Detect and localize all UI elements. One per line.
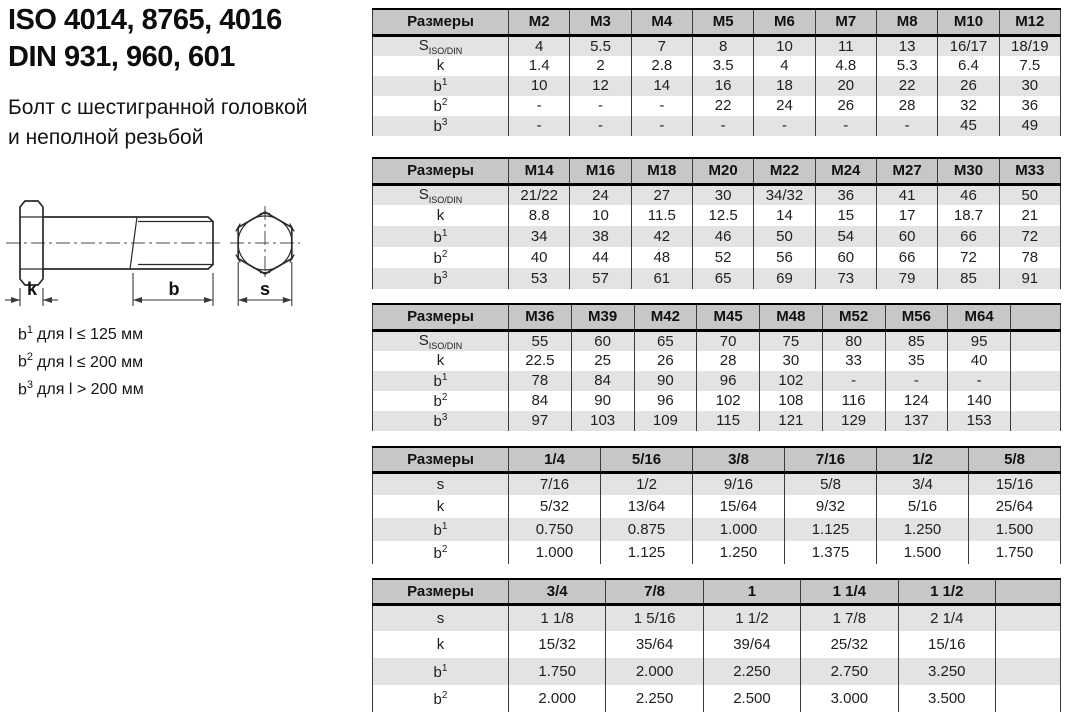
value-cell: 53 bbox=[509, 268, 570, 289]
value-cell: 8 bbox=[692, 35, 753, 56]
value-cell: 36 bbox=[815, 184, 876, 205]
column-header: 3/8 bbox=[693, 447, 785, 472]
value-cell: 24 bbox=[570, 184, 631, 205]
value-cell: 2.250 bbox=[606, 685, 703, 712]
value-cell: 14 bbox=[631, 76, 692, 96]
value-cell: 52 bbox=[692, 247, 753, 268]
value-cell: 102 bbox=[760, 371, 823, 391]
value-cell: - bbox=[570, 116, 631, 136]
value-cell: 24 bbox=[754, 96, 815, 116]
value-cell: 66 bbox=[876, 247, 937, 268]
value-cell: 41 bbox=[876, 184, 937, 205]
value-cell: 85 bbox=[885, 330, 948, 351]
value-cell: 91 bbox=[999, 268, 1060, 289]
value-cell: 7/16 bbox=[509, 472, 601, 495]
value-cell: 25/32 bbox=[801, 631, 898, 658]
value-cell: 75 bbox=[760, 330, 823, 351]
value-cell: 140 bbox=[948, 391, 1011, 411]
footnotes bbox=[18, 319, 144, 401]
dimension-label-k: k bbox=[26, 279, 38, 299]
row-label: $b^3$ bbox=[373, 411, 509, 431]
column-header: 3/4 bbox=[509, 579, 606, 604]
column-header: M6 bbox=[754, 9, 815, 35]
value-cell: 66 bbox=[938, 226, 999, 247]
value-cell: 10 bbox=[754, 35, 815, 56]
value-cell: 16/17 bbox=[938, 35, 999, 56]
value-cell: 15 bbox=[815, 205, 876, 226]
value-cell: 129 bbox=[822, 411, 885, 431]
value-cell bbox=[1011, 391, 1061, 411]
value-cell: 57 bbox=[570, 268, 631, 289]
column-header: M36 bbox=[509, 304, 572, 330]
value-cell: 35/64 bbox=[606, 631, 703, 658]
value-cell: 26 bbox=[634, 351, 697, 371]
value-cell: 50 bbox=[999, 184, 1060, 205]
value-cell: 40 bbox=[509, 247, 570, 268]
dimension-table-m36-m64 bbox=[372, 303, 1061, 431]
value-cell: 8.8 bbox=[509, 205, 570, 226]
value-cell: - bbox=[885, 371, 948, 391]
standards-title-iso: ISO 4014, 8765, 4016 bbox=[8, 4, 282, 36]
row-dimension-header: Размеры bbox=[373, 158, 509, 184]
value-cell: 108 bbox=[760, 391, 823, 411]
value-cell: - bbox=[692, 116, 753, 136]
value-cell: 49 bbox=[999, 116, 1060, 136]
value-cell: 54 bbox=[815, 226, 876, 247]
column-header: 7/16 bbox=[785, 447, 877, 472]
value-cell: 40 bbox=[948, 351, 1011, 371]
value-cell: 124 bbox=[885, 391, 948, 411]
column-header: M4 bbox=[631, 9, 692, 35]
row-label: k bbox=[373, 205, 509, 226]
row-label: k bbox=[373, 631, 509, 658]
value-cell: 65 bbox=[692, 268, 753, 289]
standards-title bbox=[8, 2, 282, 76]
value-cell: 15/64 bbox=[693, 495, 785, 518]
column-header: M5 bbox=[692, 9, 753, 35]
value-cell: 96 bbox=[697, 371, 760, 391]
value-cell: 50 bbox=[754, 226, 815, 247]
table-row bbox=[373, 330, 1061, 351]
table-row bbox=[373, 518, 1061, 541]
footnote-b2: $b^2$ для l ≤ 200 мм bbox=[18, 351, 144, 371]
value-cell bbox=[1011, 330, 1061, 351]
value-cell: 44 bbox=[570, 247, 631, 268]
value-cell: 25 bbox=[571, 351, 634, 371]
value-cell: 21 bbox=[999, 205, 1060, 226]
row-dimension-header: Размеры bbox=[373, 447, 509, 472]
row-label: k bbox=[373, 495, 509, 518]
row-label: $S_{ISO/DIN}$ bbox=[373, 184, 509, 205]
column-header: 7/8 bbox=[606, 579, 703, 604]
column-header: M12 bbox=[999, 9, 1060, 35]
value-cell: 72 bbox=[938, 247, 999, 268]
value-cell: 35 bbox=[885, 351, 948, 371]
column-header: M33 bbox=[999, 158, 1060, 184]
value-cell: 1.000 bbox=[509, 541, 601, 564]
column-header: M14 bbox=[509, 158, 570, 184]
value-cell: 60 bbox=[571, 330, 634, 351]
value-cell: 22 bbox=[876, 76, 937, 96]
row-label: $b^3$ bbox=[373, 268, 509, 289]
column-header: 1 bbox=[703, 579, 800, 604]
row-label: $S_{ISO/DIN}$ bbox=[373, 35, 509, 56]
dimension-label-b: b bbox=[168, 279, 180, 299]
value-cell: 1.125 bbox=[785, 518, 877, 541]
value-cell: 5.3 bbox=[876, 56, 937, 76]
column-header: M52 bbox=[822, 304, 885, 330]
value-cell: - bbox=[948, 371, 1011, 391]
value-cell: 9/16 bbox=[693, 472, 785, 495]
value-cell: 13 bbox=[876, 35, 937, 56]
value-cell: 61 bbox=[631, 268, 692, 289]
table-row bbox=[373, 472, 1061, 495]
value-cell: 20 bbox=[815, 76, 876, 96]
value-cell: 0.750 bbox=[509, 518, 601, 541]
dimension-table-inch-large bbox=[372, 578, 1061, 712]
value-cell: 3.250 bbox=[898, 658, 995, 685]
value-cell: 1.250 bbox=[877, 518, 969, 541]
table-row bbox=[373, 56, 1061, 76]
value-cell: 48 bbox=[631, 247, 692, 268]
value-cell: 1 1/2 bbox=[703, 604, 800, 631]
value-cell: - bbox=[754, 116, 815, 136]
value-cell: 27 bbox=[631, 184, 692, 205]
value-cell: 4.8 bbox=[815, 56, 876, 76]
column-header: M42 bbox=[634, 304, 697, 330]
value-cell: 10 bbox=[509, 76, 570, 96]
value-cell: 10 bbox=[570, 205, 631, 226]
value-cell: 84 bbox=[509, 391, 572, 411]
column-header: 1/2 bbox=[877, 447, 969, 472]
table-row bbox=[373, 371, 1061, 391]
value-cell: - bbox=[509, 116, 570, 136]
row-label: $b^1$ bbox=[373, 518, 509, 541]
value-cell: 15/32 bbox=[509, 631, 606, 658]
value-cell: 11.5 bbox=[631, 205, 692, 226]
value-cell bbox=[995, 658, 1060, 685]
column-header: M7 bbox=[815, 9, 876, 35]
value-cell: - bbox=[631, 96, 692, 116]
value-cell: 90 bbox=[634, 371, 697, 391]
product-description bbox=[8, 93, 307, 153]
value-cell: 2.500 bbox=[703, 685, 800, 712]
value-cell: 38 bbox=[570, 226, 631, 247]
value-cell: 55 bbox=[509, 330, 572, 351]
value-cell: 33 bbox=[822, 351, 885, 371]
table-row bbox=[373, 604, 1061, 631]
value-cell: 4 bbox=[754, 56, 815, 76]
row-dimension-header: Размеры bbox=[373, 9, 509, 35]
table-row bbox=[373, 76, 1061, 96]
value-cell: 7 bbox=[631, 35, 692, 56]
value-cell: 69 bbox=[754, 268, 815, 289]
value-cell: 46 bbox=[692, 226, 753, 247]
value-cell: 102 bbox=[697, 391, 760, 411]
row-label: $b^1$ bbox=[373, 371, 509, 391]
value-cell bbox=[995, 604, 1060, 631]
value-cell: 3.000 bbox=[801, 685, 898, 712]
dimension-table-m14-m33 bbox=[372, 157, 1061, 289]
value-cell: 30 bbox=[760, 351, 823, 371]
value-cell: 56 bbox=[754, 247, 815, 268]
value-cell: 5/16 bbox=[877, 495, 969, 518]
value-cell: 109 bbox=[634, 411, 697, 431]
value-cell: 7.5 bbox=[999, 56, 1060, 76]
value-cell: 3/4 bbox=[877, 472, 969, 495]
column-header: 5/16 bbox=[601, 447, 693, 472]
table-row bbox=[373, 96, 1061, 116]
table-row bbox=[373, 391, 1061, 411]
value-cell bbox=[1011, 351, 1061, 371]
value-cell: 26 bbox=[815, 96, 876, 116]
column-header: M27 bbox=[876, 158, 937, 184]
row-dimension-header: Размеры bbox=[373, 304, 509, 330]
product-description-line1: Болт с шестигранной головкой bbox=[8, 96, 308, 119]
value-cell: 1.125 bbox=[601, 541, 693, 564]
value-cell: 2.750 bbox=[801, 658, 898, 685]
table-row bbox=[373, 226, 1061, 247]
table-row bbox=[373, 658, 1061, 685]
value-cell: - bbox=[876, 116, 937, 136]
value-cell: 14 bbox=[754, 205, 815, 226]
value-cell: 153 bbox=[948, 411, 1011, 431]
value-cell: - bbox=[570, 96, 631, 116]
value-cell: 6.4 bbox=[938, 56, 999, 76]
footnote-b3: $b^3$ для l > 200 мм bbox=[18, 378, 144, 398]
column-header: M10 bbox=[938, 9, 999, 35]
value-cell: 90 bbox=[571, 391, 634, 411]
value-cell: 16 bbox=[692, 76, 753, 96]
table-row bbox=[373, 184, 1061, 205]
value-cell: 3.500 bbox=[898, 685, 995, 712]
value-cell: 1.500 bbox=[877, 541, 969, 564]
row-label: $b^2$ bbox=[373, 247, 509, 268]
column-header bbox=[995, 579, 1060, 604]
value-cell: 70 bbox=[697, 330, 760, 351]
value-cell: 78 bbox=[509, 371, 572, 391]
value-cell: 96 bbox=[634, 391, 697, 411]
footnote-b1: $b^1$ для l ≤ 125 мм bbox=[18, 324, 144, 344]
row-label: k bbox=[373, 351, 509, 371]
table-row bbox=[373, 685, 1061, 712]
value-cell: 0.875 bbox=[601, 518, 693, 541]
column-header: M64 bbox=[948, 304, 1011, 330]
value-cell: 97 bbox=[509, 411, 572, 431]
value-cell: 2.8 bbox=[631, 56, 692, 76]
row-label: s bbox=[373, 604, 509, 631]
value-cell: 78 bbox=[999, 247, 1060, 268]
value-cell: 2 bbox=[570, 56, 631, 76]
row-label: $b^1$ bbox=[373, 658, 509, 685]
column-header: 1 1/2 bbox=[898, 579, 995, 604]
column-header: M20 bbox=[692, 158, 753, 184]
column-header: M39 bbox=[571, 304, 634, 330]
value-cell: 18 bbox=[754, 76, 815, 96]
table-row bbox=[373, 411, 1061, 431]
value-cell: 30 bbox=[999, 76, 1060, 96]
dimension-table-m2-m12 bbox=[372, 8, 1061, 136]
value-cell: 103 bbox=[571, 411, 634, 431]
column-header: M18 bbox=[631, 158, 692, 184]
product-description-line2: и неполной резьбой bbox=[8, 126, 204, 149]
value-cell: 137 bbox=[885, 411, 948, 431]
standards-title-din: DIN 931, 960, 601 bbox=[8, 41, 235, 73]
value-cell: 2.000 bbox=[509, 685, 606, 712]
value-cell: 5/8 bbox=[785, 472, 877, 495]
value-cell: 95 bbox=[948, 330, 1011, 351]
value-cell: 1 5/16 bbox=[606, 604, 703, 631]
row-label: $b^1$ bbox=[373, 226, 509, 247]
value-cell: 22.5 bbox=[509, 351, 572, 371]
row-label: $S_{ISO/DIN}$ bbox=[373, 330, 509, 351]
value-cell bbox=[1011, 371, 1061, 391]
value-cell bbox=[995, 631, 1060, 658]
value-cell: 1.375 bbox=[785, 541, 877, 564]
value-cell: 18/19 bbox=[999, 35, 1060, 56]
column-header: M8 bbox=[876, 9, 937, 35]
column-header: M3 bbox=[570, 9, 631, 35]
value-cell bbox=[1011, 411, 1061, 431]
value-cell: 12 bbox=[570, 76, 631, 96]
value-cell: 12.5 bbox=[692, 205, 753, 226]
table-row bbox=[373, 541, 1061, 564]
value-cell: 3.5 bbox=[692, 56, 753, 76]
column-header: 5/8 bbox=[969, 447, 1061, 472]
value-cell: 32 bbox=[938, 96, 999, 116]
value-cell: 5/32 bbox=[509, 495, 601, 518]
row-label: $b^2$ bbox=[373, 685, 509, 712]
dimension-label-s: s bbox=[259, 279, 271, 299]
column-header: M56 bbox=[885, 304, 948, 330]
bolt-side-view bbox=[5, 201, 224, 306]
value-cell: 21/22 bbox=[509, 184, 570, 205]
value-cell: 73 bbox=[815, 268, 876, 289]
value-cell: 36 bbox=[999, 96, 1060, 116]
table-row bbox=[373, 247, 1061, 268]
row-label: $b^1$ bbox=[373, 76, 509, 96]
table-row bbox=[373, 631, 1061, 658]
column-header: M16 bbox=[570, 158, 631, 184]
value-cell: 1.4 bbox=[509, 56, 570, 76]
column-header bbox=[1011, 304, 1061, 330]
value-cell: 1.250 bbox=[693, 541, 785, 564]
value-cell: 1 1/8 bbox=[509, 604, 606, 631]
column-header: M22 bbox=[754, 158, 815, 184]
value-cell: 1.000 bbox=[693, 518, 785, 541]
value-cell: 116 bbox=[822, 391, 885, 411]
dimension-table-inch-small bbox=[372, 446, 1061, 564]
value-cell: 79 bbox=[876, 268, 937, 289]
table-row bbox=[373, 35, 1061, 56]
bolt-technical-drawing bbox=[2, 186, 314, 314]
table-row bbox=[373, 116, 1061, 136]
table-row bbox=[373, 351, 1061, 371]
value-cell: 28 bbox=[697, 351, 760, 371]
value-cell: 17 bbox=[876, 205, 937, 226]
value-cell: 84 bbox=[571, 371, 634, 391]
row-dimension-header: Размеры bbox=[373, 579, 509, 604]
value-cell: 2.000 bbox=[606, 658, 703, 685]
table-row bbox=[373, 268, 1061, 289]
value-cell: 42 bbox=[631, 226, 692, 247]
column-header: 1/4 bbox=[509, 447, 601, 472]
value-cell: 34 bbox=[509, 226, 570, 247]
value-cell: 80 bbox=[822, 330, 885, 351]
value-cell: 45 bbox=[938, 116, 999, 136]
value-cell: 9/32 bbox=[785, 495, 877, 518]
bolt-hex-view bbox=[230, 206, 300, 306]
value-cell: 121 bbox=[760, 411, 823, 431]
value-cell: 1.750 bbox=[509, 658, 606, 685]
value-cell: 1/2 bbox=[601, 472, 693, 495]
row-label: $b^2$ bbox=[373, 96, 509, 116]
value-cell: 85 bbox=[938, 268, 999, 289]
value-cell: 72 bbox=[999, 226, 1060, 247]
value-cell: 34/32 bbox=[754, 184, 815, 205]
value-cell: 39/64 bbox=[703, 631, 800, 658]
value-cell: 11 bbox=[815, 35, 876, 56]
value-cell: 2 1/4 bbox=[898, 604, 995, 631]
column-header: M45 bbox=[697, 304, 760, 330]
value-cell: 13/64 bbox=[601, 495, 693, 518]
table-row bbox=[373, 205, 1061, 226]
value-cell: 18.7 bbox=[938, 205, 999, 226]
value-cell bbox=[995, 685, 1060, 712]
value-cell: 1.500 bbox=[969, 518, 1061, 541]
column-header: M24 bbox=[815, 158, 876, 184]
value-cell: 115 bbox=[697, 411, 760, 431]
value-cell: 46 bbox=[938, 184, 999, 205]
value-cell: - bbox=[509, 96, 570, 116]
value-cell: 22 bbox=[692, 96, 753, 116]
column-header: 1 1/4 bbox=[801, 579, 898, 604]
row-label: $b^2$ bbox=[373, 391, 509, 411]
table-row bbox=[373, 495, 1061, 518]
value-cell: 4 bbox=[509, 35, 570, 56]
value-cell: 2.250 bbox=[703, 658, 800, 685]
value-cell: 1 7/8 bbox=[801, 604, 898, 631]
value-cell: 60 bbox=[876, 226, 937, 247]
value-cell: 15/16 bbox=[969, 472, 1061, 495]
value-cell: 30 bbox=[692, 184, 753, 205]
value-cell: 15/16 bbox=[898, 631, 995, 658]
value-cell: 1.750 bbox=[969, 541, 1061, 564]
value-cell: - bbox=[822, 371, 885, 391]
value-cell: - bbox=[631, 116, 692, 136]
column-header: M2 bbox=[509, 9, 570, 35]
value-cell: 65 bbox=[634, 330, 697, 351]
value-cell: 28 bbox=[876, 96, 937, 116]
row-label: $b^3$ bbox=[373, 116, 509, 136]
value-cell: 25/64 bbox=[969, 495, 1061, 518]
column-header: M48 bbox=[760, 304, 823, 330]
value-cell: 60 bbox=[815, 247, 876, 268]
value-cell: - bbox=[815, 116, 876, 136]
value-cell: 5.5 bbox=[570, 35, 631, 56]
column-header: M30 bbox=[938, 158, 999, 184]
row-label: s bbox=[373, 472, 509, 495]
row-label: $b^2$ bbox=[373, 541, 509, 564]
row-label: k bbox=[373, 56, 509, 76]
value-cell: 26 bbox=[938, 76, 999, 96]
